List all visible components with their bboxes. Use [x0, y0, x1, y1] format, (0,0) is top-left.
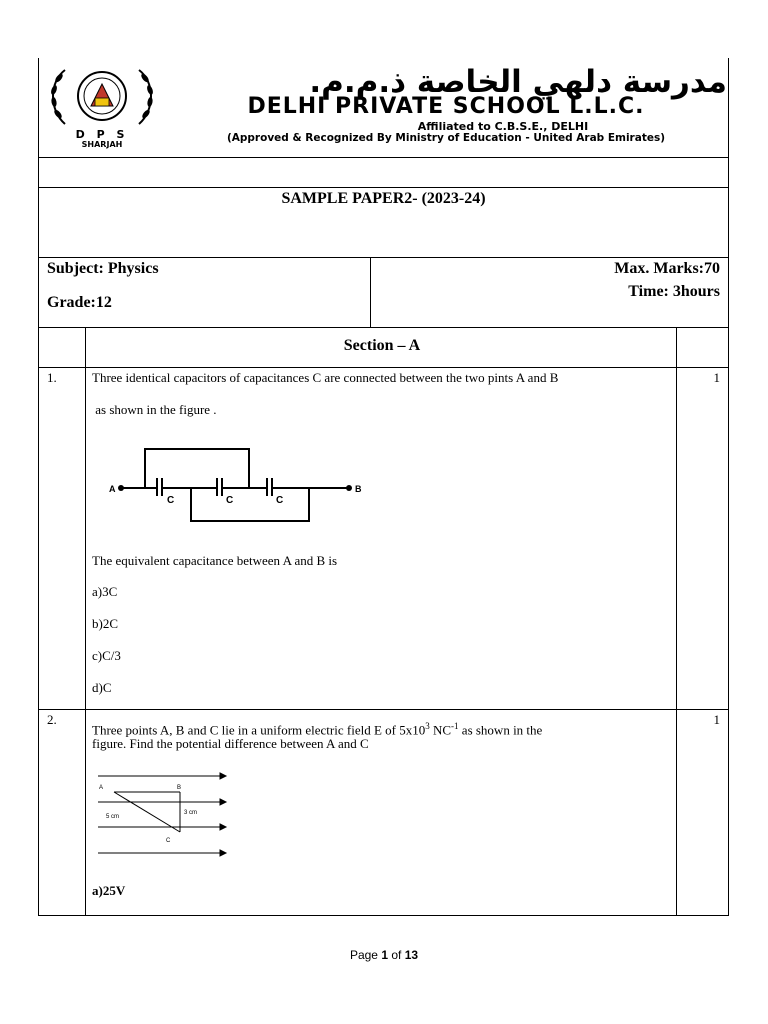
- answer-option[interactable]: a)25V: [92, 883, 126, 898]
- row-divider: [39, 327, 728, 328]
- row-divider: [39, 257, 728, 258]
- point-b-label: B: [177, 785, 182, 791]
- subject-label: Subject: Physics: [47, 260, 159, 277]
- column-divider: [85, 327, 86, 916]
- question-text: as shown in the figure .: [92, 402, 217, 417]
- answer-option[interactable]: b)2C: [92, 616, 118, 631]
- logo-abbreviation: D P S: [75, 128, 129, 141]
- answer-option[interactable]: a)3C: [92, 584, 118, 599]
- row-divider: [39, 367, 728, 368]
- max-marks-label: Max. Marks:70: [614, 260, 720, 277]
- question-marks: 1: [713, 370, 720, 385]
- question-prompt: The equivalent capacitance between A and B is: [92, 553, 338, 568]
- approval-text: (Approved & Recognized By Ministry of Education - United Arab Emirates): [226, 132, 666, 144]
- capacitor-label: C: [167, 495, 175, 506]
- length-bc-label: 3 cm: [184, 810, 198, 816]
- question-number: 1.: [47, 370, 57, 385]
- row-divider: [39, 157, 728, 158]
- point-a-label: A: [99, 785, 104, 791]
- answer-option[interactable]: d)C: [92, 680, 112, 695]
- node-b-label: B: [355, 484, 362, 494]
- time-label: Time: 3hours: [628, 283, 720, 300]
- paper-title: SAMPLE PAPER2- (2023-24): [281, 190, 486, 207]
- column-divider: [370, 257, 371, 327]
- length-ab-label: 5 cm: [106, 814, 120, 820]
- capacitor-label: C: [226, 495, 234, 506]
- row-divider: [39, 187, 728, 188]
- question-text: figure. Find the potential difference between A and C: [92, 736, 369, 751]
- point-c-label: C: [166, 838, 171, 844]
- capacitor-label: C: [276, 495, 284, 506]
- school-name: DELHI PRIVATE SCHOOL L.L.C.: [247, 94, 645, 119]
- question-text: Three identical capacitors of capacitances C are connected between the two pints A and B: [92, 370, 559, 385]
- school-name-arabic: مدرسة دلهي الخاصة ذ.م.م.: [309, 64, 727, 100]
- affiliation-text: Affiliated to C.B.S.E., DELHI: [417, 120, 589, 133]
- section-heading: Section – A: [343, 337, 421, 354]
- question-paper-frame: [38, 58, 729, 916]
- question-marks: 1: [713, 712, 720, 727]
- capacitor-circuit-figure: [109, 445, 369, 525]
- row-divider: [39, 709, 728, 710]
- question-number: 2.: [47, 712, 57, 727]
- logo-city: SHARJAH: [81, 140, 123, 149]
- electric-field-figure: [94, 770, 234, 860]
- page-footer: Page 1 of 13: [349, 948, 419, 962]
- node-a-label: A: [109, 484, 116, 494]
- question-text: Three points A, B and C lie in a uniform electric field E of $5x10^3$ $NC^{-1}$ as shown in the: [92, 721, 543, 738]
- answer-option[interactable]: c)C/3: [92, 648, 121, 663]
- grade-label: Grade:12: [47, 294, 112, 311]
